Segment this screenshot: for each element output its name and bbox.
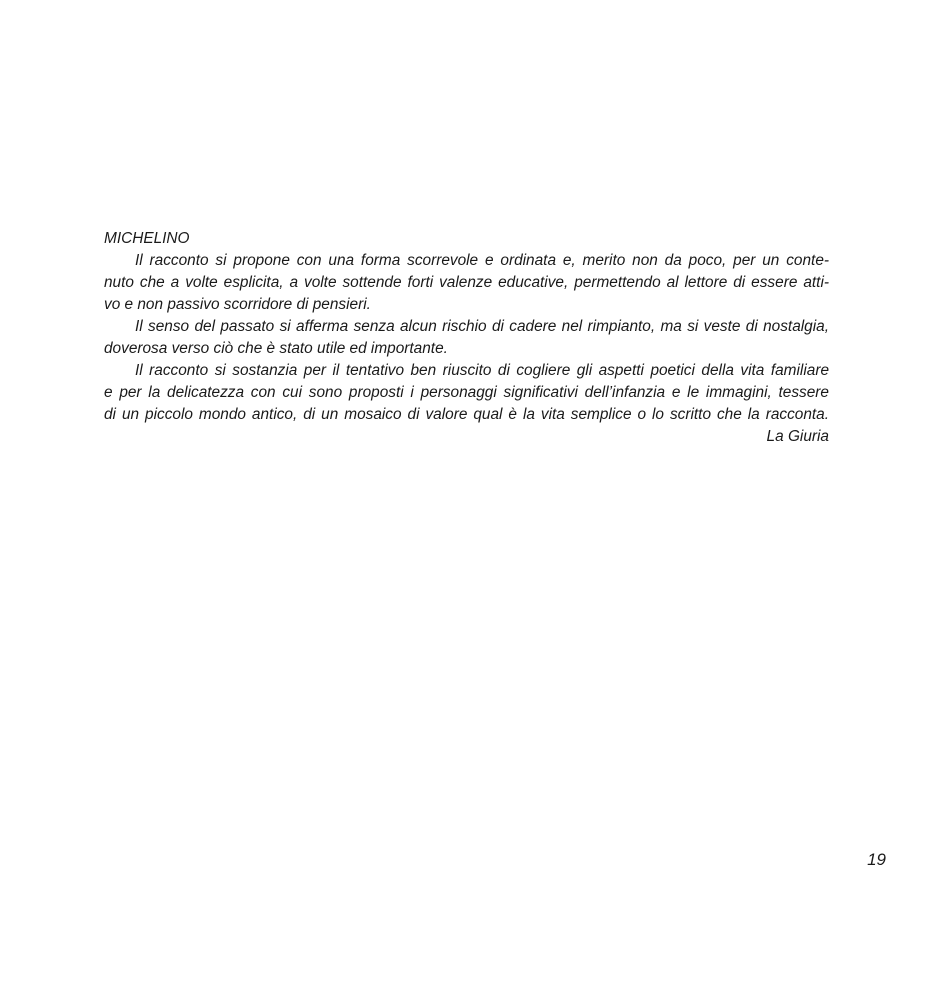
paragraph-line: Il racconto si sostanzia per il tentativo ben riuscito di cogliere gli aspetti poetici della vita familiare [135,362,829,379]
page-number: 19 [867,850,886,869]
paragraph-line: di un piccolo mondo antico, di un mosaico di valore qual è la vita semplice o lo scritto che la racconta. [104,406,829,423]
text-block [104,228,829,448]
paragraph-line: Il senso del passato si afferma senza alcun rischio di cadere nel rimpianto, ma si veste di nostalgia, [135,318,829,335]
paragraph-line: nuto che a volte esplicita, a volte sottende forti valenze educative, permettendo al lettore di essere atti- [104,274,829,291]
paragraph-line: vo e non passivo scorridore di pensieri. [104,296,371,313]
paragraph-line: doverosa verso ciò che è stato utile ed importante. [104,340,448,357]
signature: La Giuria [766,428,829,445]
story-title: MICHELINO [104,230,190,247]
paragraph-line: Il racconto si propone con una forma scorrevole e ordinata e, merito non da poco, per un conte- [135,252,829,269]
paragraph-line: e per la delicatezza con cui sono proposti i personaggi significativi dell’infanzia e le immagini, tessere [104,384,829,401]
